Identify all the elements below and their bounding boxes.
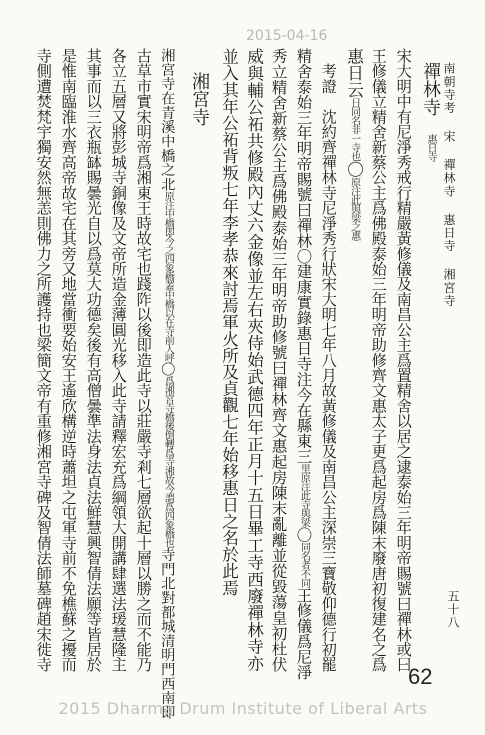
annotation-note: 惠日寺 <box>425 134 436 161</box>
text-column <box>394 48 413 673</box>
text-run: 王修儀爲尼淨 <box>294 587 313 680</box>
text-column <box>319 48 338 673</box>
page-number: 五十八 <box>446 590 460 629</box>
annotation-note: 同名者不同 <box>298 542 310 588</box>
text-column <box>109 48 128 673</box>
section-title <box>421 62 439 161</box>
text-run: 威與輔公祏共修殿內丈六金像並左右夾侍始武德四年正月十五日畢工寺西廢禪林寺亦 <box>244 48 264 672</box>
text-run: 〇 <box>294 526 313 543</box>
text-run: 禪林寺 <box>420 62 441 134</box>
text-run: 是惟南臨淮水齊高帝故宅在其旁又地當衝要始安王遙欣構逆時蕭坦之屯軍寺前不免樵蘇之擾而 <box>59 48 78 673</box>
text-run: 〇 <box>159 362 176 377</box>
running-title: 南朝寺考 宋 禪林寺 惠日寺 湘宮寺 <box>442 62 456 308</box>
text-run: 精舍泰始三年明帝賜號曰禪林〇建康實錄惠日寺注今在縣東三 <box>294 48 313 464</box>
text-column <box>160 48 174 719</box>
text-column <box>345 48 362 240</box>
text-run: 王修儀立精舍新蔡公主爲佛殿泰始三年明帝助修齊文惠太子更爲起房爲陳末廢唐初復建名之爲 <box>369 48 388 673</box>
text-run: 宋大明中有尼淨秀戒行精嚴黃修儀及南昌公主爲置精舍以居之逮泰始三年明帝賜號曰禪林或曰 <box>394 48 413 673</box>
text-run: 寺門北對都城清明門西南即 <box>159 547 176 720</box>
text-run: 湘宮寺 <box>189 72 210 126</box>
text-run: 古草市實宋明帝爲湘東王時故宅也踐阼以後即造此寺以莊嚴寺剎七層欲起十層以勝之而不能乃 <box>134 48 153 673</box>
text-run: 惠日云 <box>344 48 364 98</box>
text-run: 〇 <box>344 160 364 178</box>
annotation-note: 日同名非一寺也 <box>348 97 360 161</box>
text-column <box>84 48 103 673</box>
annotation-note: 里原注此寺與梁 <box>298 463 310 527</box>
text-column <box>220 48 237 596</box>
annotation-note: 爲湘宮寺橋後倒轉爲寺湘故今謂爲四象橋也 <box>162 376 174 548</box>
text-column <box>34 48 53 673</box>
text-run: 秀立精舍新蔡公主爲佛殿泰始三年明帝助修號曰禪林齊文惠起房陳末亂離並從毀蕩皇初杜伏 <box>269 48 288 672</box>
text-run: 各立五層又將彭城寺銅像及文帝所造金薄圓光移入此寺請釋宏充爲綱領大開講肆選法瑗慧隆主 <box>109 48 128 673</box>
text-run: 湘宮寺在青溪中橋之北 <box>159 48 176 192</box>
text-column <box>59 48 78 673</box>
text-column <box>294 48 313 680</box>
text-run: 並入其年公祏背叛七年李孝恭來討焉軍火所及貞觀七年始移惠日之名於此焉 <box>219 48 239 596</box>
text-run: 其事而以三衣瓶缽賜曇光自以爲莫大功德矣後有高僧曇準法身法貞法鮮慧興智倩法願等皆居於 <box>84 48 103 673</box>
annotation-note: 原注此與梁之惠 <box>348 177 360 241</box>
text-column <box>134 48 153 673</box>
text-column <box>270 48 286 672</box>
text-column <box>245 48 262 672</box>
text-run: 寺側遭焚梵宇獨安然無恙則佛力之所護持也梁簡文帝有重修湘宮寺碑及智倩法師墓碑趙宋徙寺 <box>34 48 53 673</box>
text-column <box>369 48 388 673</box>
date-stamp: 2015-04-16 <box>246 28 328 44</box>
annotation-note: 原注中橋即今之四象橋蓋中橋以在寺前人呼 <box>162 191 174 363</box>
watermark: 2015 Dharma Drum Institute of Liberal Arts <box>58 699 428 718</box>
scan-page-number: 62 <box>408 664 433 689</box>
section-title <box>190 72 208 126</box>
text-run: 考證 沈約齊禪林寺尼淨秀行狀宋大明七年八月故黃修儀及南昌公主深崇三寶敬仰德行初罷 <box>319 48 338 673</box>
